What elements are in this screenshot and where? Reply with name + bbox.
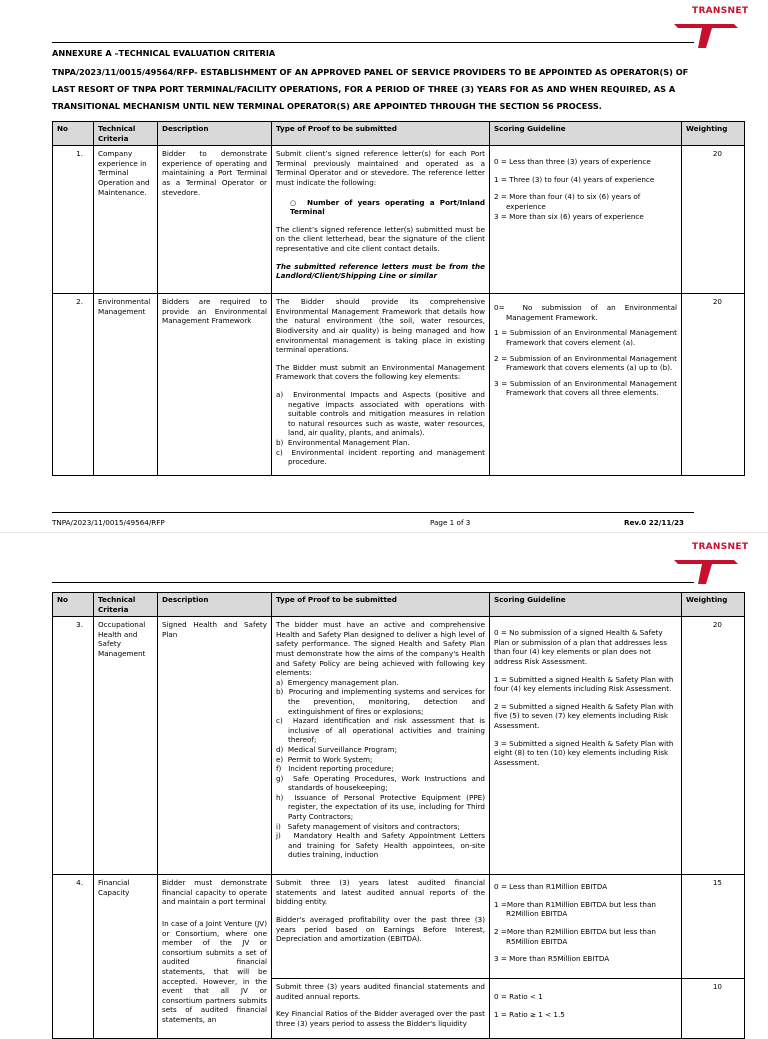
row-scoring — [490, 875, 682, 979]
header-rule — [52, 582, 694, 583]
page-separator — [0, 532, 768, 533]
row-weighting: 20 — [682, 294, 745, 476]
score-1: 1 = Ratio ≥ 1 < 1.5 — [494, 1009, 565, 1019]
row-description: Bidder to demonstrate experience of operating and maintaining a Port Terminal as a Terminal Operator or stevedore. — [158, 146, 272, 294]
proof-item: f) Incident reporting procedure; — [276, 764, 394, 774]
row-criteria: Company experience in Terminal Operation and Maintenance. — [94, 146, 158, 294]
row-description: Bidders are required to provide an Environmental Management Framework — [158, 294, 272, 476]
col-weighting: Weighting — [682, 593, 745, 617]
proof-intro: The bidder must have an active and comprehensive Health and Safety Plan designed to deliver a high level of safety performance. The signed Health and Safety Plan must demonstrate how the aims of the company's Health and Safety Policy are being achieved with following key elements: — [276, 620, 485, 678]
proof-para: The Bidder must submit an Environmental Management Framework that covers the following key elements: — [276, 362, 485, 382]
page-2 — [0, 536, 768, 1028]
score-0: 0 = Less than three (3) years of experience — [494, 157, 651, 167]
score-3: 3 = More than six (6) years of experience — [494, 211, 644, 221]
table-header-row — [53, 122, 745, 146]
score-2: 2 = Submission of an Environmental Management Framework that covers elements (a) up to (b). — [494, 353, 677, 373]
row-proof — [272, 294, 490, 476]
row-scoring — [490, 294, 682, 476]
score-3: 3 = Submission of an Environmental Management Framework that covers all three elements. — [494, 378, 677, 398]
col-no: No — [53, 122, 94, 146]
score-0: 0 = No submission of a signed Health & Safety Plan or submission of a plan that addresses less than four (4) key elements or plan does not address Risk Assessment. — [494, 628, 667, 666]
proof-bullet-text: Number of years operating a Port/Inland Terminal — [290, 197, 485, 217]
row-description: Signed Health and Safety Plan — [158, 617, 272, 875]
proof-item: b) Procuring and implementing systems and services for the prevention, monitoring, detection and extinguishment of fires or explosions; — [276, 687, 485, 716]
score-0: 0= No submission of an Environmental Management Framework. — [494, 303, 677, 322]
footer-page: Page 1 of 3 — [430, 518, 471, 527]
score-3: 3 = Submitted a signed Health & Safety Plan with eight (8) to ten (10) key elements including Risk Assessment. — [494, 738, 674, 767]
transnet-logo — [670, 6, 760, 46]
proof-item: g) Safe Operating Procedures, Work Instructions and standards of housekeeping; — [276, 773, 485, 793]
score-0: 0 = Less than R1Million EBITDA — [494, 882, 608, 892]
row-criteria: Financial Capacity — [94, 875, 158, 1039]
row-scoring — [490, 979, 682, 1039]
proof-intro: Submit three (3) years latest audited financial statements and latest audited annual reports of the bidding entity. — [276, 878, 485, 907]
description-jv: In case of a Joint Venture (JV) or Consortium, where one member of the JV or consortium submits a set of audited financial statements, that will be accepted. However, in the event that all JV or consortium partners submits sets of audited financial statements, an — [162, 918, 267, 1024]
table-header-row — [53, 593, 745, 617]
score-3: 3 = More than R5Million EBITDA — [494, 954, 610, 964]
logo-wordmark: TRANSNET — [692, 6, 749, 16]
footer-rule — [52, 512, 694, 513]
col-weighting: Weighting — [682, 122, 745, 146]
row-proof — [272, 875, 490, 979]
proof-para: Bidder's averaged profitability over the past three (3) years period based on Earnings Before Interest, Depreciation and amortization (EBITDA). — [276, 914, 485, 944]
row-weighting: 20 — [682, 617, 745, 875]
row-criteria: Environmental Management — [94, 294, 158, 476]
logo-wordmark: TRANSNET — [692, 542, 749, 552]
proof-item: j) Mandatory Health and Safety Appointment Letters and training for Safety Health appointees, on-site duties training, induction — [276, 831, 485, 860]
row-proof — [272, 979, 490, 1039]
proof-intro: Submit three (3) years audited financial statements and audited annual reports. — [276, 982, 485, 1001]
score-0: 0 = Ratio < 1 — [494, 992, 543, 1002]
proof-item: d) Medical Surveillance Program; — [276, 744, 397, 754]
row-scoring — [490, 617, 682, 875]
proof-para: The client’s signed reference letter(s) submitted must be on the client letterhead, bear the signature of the client representative and cite client contact details. — [276, 224, 485, 253]
proof-intro: Submit client’s signed reference letter(s) for each Port Terminal previously maintained and operated as a Terminal Operator and or stevedore. The reference letter must indicate the following: — [276, 149, 485, 187]
table-row — [53, 875, 745, 979]
rfp-title: TNPA/2023/11/0015/49564/RFP- ESTABLISHMENT OF AN APPROVED PANEL OF SERVICE PROVIDERS TO BE APPOINTED AS OPERATOR(S) OF LAST RESORT OF TNPA PORT TERMINAL/FACILITY OPERATIONS, FOR A PERIOD OF THREE (3) YEARS FOR AS AND WHEN REQUIRED, AS A TRANSITIONAL MECHANISM UNTIL NEW TERMINAL OPERATOR(S) ARE APPOINTED THROUGH THE SECTION 56 PROCESS. — [52, 67, 689, 111]
table-row — [53, 146, 745, 294]
footer-revision: Rev.0 22/11/23 — [624, 518, 684, 527]
score-2: 2 = Submitted a signed Health & Safety Plan with five (5) to seven (7) key elements including Risk Assessment. — [494, 701, 674, 730]
proof-item: a) Environmental Impacts and Aspects (positive and negative impacts associated with operations with suitable controls and mitigation measures in relation to natural resources such as waste, water resources, land, air quality, plants, and animals). — [276, 389, 485, 438]
score-2: 2 = More than four (4) to six (6) years of experience — [494, 192, 641, 211]
proof-bullet — [276, 198, 485, 217]
annexure-title: ANNEXURE A –TECHNICAL EVALUATION CRITERIA — [52, 48, 276, 58]
row-weighting: 20 — [682, 146, 745, 294]
row-criteria: Occupational Health and Safety Management — [94, 617, 158, 875]
row-number: 3. — [53, 617, 94, 875]
col-technical-criteria: Technical Criteria — [94, 122, 158, 146]
evaluation-table-page2 — [52, 592, 745, 1039]
score-1: 1 =More than R1Million EBITDA but less than R2Million EBITDA — [494, 899, 656, 919]
row-number: 2. — [53, 294, 94, 476]
proof-item: c) Environmental incident reporting and management procedure. — [276, 447, 485, 467]
row-proof — [272, 146, 490, 294]
col-proof: Type of Proof to be submitted — [272, 122, 490, 146]
row-proof — [272, 617, 490, 875]
table-row — [53, 294, 745, 476]
header-rule — [52, 42, 694, 43]
score-2: 2 =More than R2Million EBITDA but less than R5Million EBITDA — [494, 926, 656, 946]
proof-item: h) Issuance of Personal Protective Equipment (PPE) register, the expectation of its use, including for Third Party Contractors; — [276, 792, 485, 822]
col-no: No — [53, 593, 94, 617]
proof-intro: The Bidder should provide its comprehensive Environmental Management Framework that details how the natural environment (the soil, water resources, Biodiversity and air quality) is being managed and how environmental management is taking place in existing terminal operations. — [276, 297, 485, 355]
row-number: 4. — [53, 875, 94, 1039]
proof-item: e) Permit to Work System; — [276, 754, 373, 764]
proof-item: c) Hazard identification and risk assessment that is inclusive of all operational activities and training thereof; — [276, 716, 485, 745]
col-description: Description — [158, 122, 272, 146]
score-1: 1 = Submission of an Environmental Management Framework that covers element (a). — [494, 328, 677, 347]
col-technical-criteria: Technical Criteria — [94, 593, 158, 617]
score-1: 1 = Submitted a signed Health & Safety Plan with four (4) key elements including Risk Assessment. — [494, 674, 674, 694]
proof-item: b) Environmental Management Plan. — [276, 437, 410, 447]
description-text: Bidder must demonstrate financial capacity to operate and maintain a port terminal — [162, 878, 267, 907]
table-row — [53, 617, 745, 875]
row-weighting: 10 — [682, 979, 745, 1039]
col-scoring: Scoring Guideline — [490, 593, 682, 617]
row-description — [158, 875, 272, 1039]
col-description: Description — [158, 593, 272, 617]
evaluation-table-page1 — [52, 121, 745, 476]
row-weighting: 15 — [682, 875, 745, 979]
proof-item: i) Safety management of visitors and contractors; — [276, 821, 460, 831]
transnet-logo — [670, 542, 760, 582]
footer-ref: TNPA/2023/11/0015/49564/RFP — [52, 518, 165, 527]
proof-item: a) Emergency management plan. — [276, 677, 399, 687]
col-scoring: Scoring Guideline — [490, 122, 682, 146]
circle-bullet-icon: ○ — [290, 197, 299, 207]
row-number: 1. — [53, 146, 94, 294]
proof-note: The submitted reference letters must be from the Landlord/Client/Shipping Line or similar — [276, 261, 485, 281]
proof-para: Key Financial Ratios of the Bidder averaged over the past three (3) years period to assess the Bidder's liquidity — [276, 1009, 485, 1028]
row-scoring — [490, 146, 682, 294]
col-proof: Type of Proof to be submitted — [272, 593, 490, 617]
score-1: 1 = Three (3) to four (4) years of experience — [494, 174, 655, 184]
